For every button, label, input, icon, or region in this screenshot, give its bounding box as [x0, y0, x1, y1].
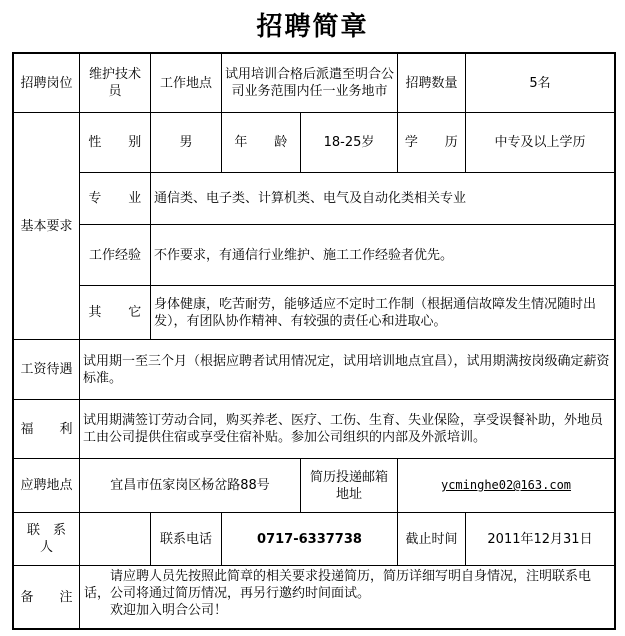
location-label: 工作地点 [151, 54, 222, 113]
count-value: 5名 [466, 54, 614, 113]
experience-label: 工作经验 [80, 225, 151, 286]
page-title: 招聘简章 [256, 12, 369, 42]
apply-location-label: 应聘地点 [14, 459, 80, 513]
recruitment-table [12, 52, 616, 630]
remark-line-1: 请应聘人员先按照此简章的相关要求投递简历，简历详细写明自身情况，注明联系电话，公司将通过简历情况，再另行邀约时间面试。 [84, 569, 592, 601]
count-label: 招聘数量 [398, 54, 466, 113]
email-label: 简历投递邮箱地址 [301, 459, 398, 513]
position-label: 招聘岗位 [14, 54, 80, 113]
email-link[interactable] [398, 459, 614, 513]
major-label: 专 业 [80, 173, 151, 225]
age-label: 年 龄 [222, 113, 301, 173]
apply-address: 宜昌市伍家岗区杨岔路88号 [80, 459, 301, 513]
other-label: 其 它 [80, 286, 151, 340]
gender-value: 男 [151, 113, 222, 173]
age-value: 18-25岁 [301, 113, 398, 173]
location-value: 试用培训合格后派遣至明合公司业务范围内任一业务地市 [222, 54, 398, 113]
welfare-value: 试用期满签订劳动合同，购买养老、医疗、工伤、生育、失业保险，享受误餐补助，外地员工由公司提供住宿或享受住宿补贴。参加公司组织的内部及外派培训。 [80, 400, 614, 459]
other-value: 身体健康，吃苦耐劳，能够适应不定时工作制（根据通信故障发生情况随时出发），有团队协作精神、有较强的责任心和进取心。 [151, 286, 614, 340]
major-value: 通信类、电子类、计算机类、电气及自动化类相关专业 [151, 173, 614, 225]
gender-label: 性 别 [80, 113, 151, 173]
experience-value: 不作要求，有通信行业维护、施工工作经验者优先。 [151, 225, 614, 286]
remark-label: 备 注 [14, 566, 80, 628]
deadline-label: 截止时间 [398, 513, 466, 566]
salary-label: 工资待遇 [14, 340, 80, 400]
position-value: 维护技术员 [80, 54, 151, 113]
deadline-value: 2011年12月31日 [466, 513, 614, 566]
salary-value: 试用期一至三个月（根据应聘者试用情况定，试用培训地点宜昌），试用期满按岗级确定薪资标准。 [80, 340, 614, 400]
contact-label: 联 系 人 [14, 513, 80, 566]
contact-name [80, 513, 151, 566]
remark-value [80, 566, 614, 628]
welfare-label: 福 利 [14, 400, 80, 459]
phone-value: 0717-6337738 [222, 513, 398, 566]
education-value: 中专及以上学历 [466, 113, 614, 173]
remark-line-2: 欢迎加入明合公司！ [84, 603, 228, 618]
education-label: 学 历 [398, 113, 466, 173]
basic-requirements-label: 基本要求 [14, 113, 80, 340]
phone-label: 联系电话 [151, 513, 222, 566]
email-text[interactable]: ycminghe02@163.com [440, 478, 572, 492]
